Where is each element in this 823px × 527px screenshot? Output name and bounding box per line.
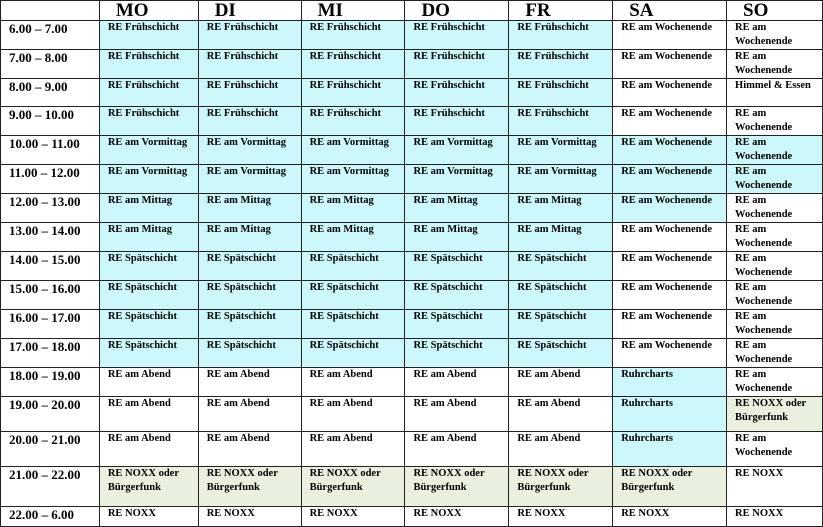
program-cell: RE Frühschicht — [405, 79, 509, 107]
program-cell: RE am Mittag — [509, 223, 613, 252]
program-cell: RE Frühschicht — [509, 79, 613, 107]
program-cell: RE Spätschicht — [99, 310, 198, 339]
schedule-row — [1, 21, 823, 50]
program-cell: RE am Vormittag — [99, 165, 198, 194]
program-cell: RE am Abend — [509, 397, 613, 432]
program-cell: RE Spätschicht — [405, 281, 509, 310]
program-cell: RE Frühschicht — [198, 21, 301, 50]
schedule-row — [1, 136, 823, 165]
program-cell: RE am Abend — [405, 432, 509, 467]
program-cell: RE am Wochenende — [613, 136, 727, 165]
program-cell: RE am Vormittag — [509, 136, 613, 165]
program-cell: RE Frühschicht — [99, 79, 198, 107]
program-cell: RE am Vormittag — [301, 165, 405, 194]
program-cell: RE Frühschicht — [405, 50, 509, 79]
program-cell: RE am Vormittag — [509, 165, 613, 194]
time-slot-label: 15.00 – 16.00 — [1, 281, 100, 310]
program-cell: RE Spätschicht — [301, 281, 405, 310]
schedule-row — [1, 79, 823, 107]
time-slot-label: 12.00 – 13.00 — [1, 194, 100, 223]
program-cell: RE am Mittag — [99, 223, 198, 252]
program-cell: RE am Wochenende — [613, 107, 727, 136]
program-cell: RE am Abend — [198, 397, 301, 432]
program-cell: RE am Mittag — [509, 194, 613, 223]
program-cell: RE Frühschicht — [509, 21, 613, 50]
program-cell: RE NOXX — [727, 507, 823, 527]
program-cell: RE Spätschicht — [198, 281, 301, 310]
time-slot-label: 20.00 – 21.00 — [1, 432, 100, 467]
program-cell: RE am Wochenende — [613, 50, 727, 79]
time-slot-label: 14.00 – 15.00 — [1, 252, 100, 281]
program-cell: RE Spätschicht — [509, 339, 613, 368]
program-cell: RE am Abend — [198, 432, 301, 467]
program-cell: RE am Mittag — [405, 194, 509, 223]
program-cell: RE am Abend — [509, 432, 613, 467]
program-cell: RE Frühschicht — [198, 79, 301, 107]
day-header: FR — [509, 1, 613, 21]
program-cell: RE am Abend — [301, 397, 405, 432]
day-header: MO — [99, 1, 198, 21]
program-cell: RE NOXX oder Bürgerfunk — [613, 467, 727, 507]
time-slot-label: 9.00 – 10.00 — [1, 107, 100, 136]
schedule-row — [1, 281, 823, 310]
program-cell: RE NOXX oder Bürgerfunk — [301, 467, 405, 507]
time-slot-label: 16.00 – 17.00 — [1, 310, 100, 339]
program-cell: RE Frühschicht — [99, 50, 198, 79]
program-cell: RE am Wochenende — [727, 107, 823, 136]
program-cell: RE am Wochenende — [613, 21, 727, 50]
day-header: SO — [727, 1, 823, 21]
program-cell: RE am Vormittag — [301, 136, 405, 165]
program-cell: RE am Mittag — [301, 223, 405, 252]
program-cell: RE Frühschicht — [509, 107, 613, 136]
schedule-row — [1, 310, 823, 339]
time-slot-label: 6.00 – 7.00 — [1, 21, 100, 50]
program-cell: RE NOXX — [405, 507, 509, 527]
program-cell: RE NOXX — [509, 507, 613, 527]
program-cell: RE Frühschicht — [301, 79, 405, 107]
program-cell: RE am Wochenende — [727, 281, 823, 310]
day-header: SA — [613, 1, 727, 21]
program-cell: RE Frühschicht — [99, 107, 198, 136]
program-cell: RE Spätschicht — [405, 339, 509, 368]
program-cell: RE am Wochenende — [727, 368, 823, 397]
program-cell: RE NOXX oder Bürgerfunk — [727, 397, 823, 432]
program-cell: RE am Vormittag — [198, 165, 301, 194]
program-cell: RE am Wochenende — [727, 165, 823, 194]
program-cell: RE Frühschicht — [99, 21, 198, 50]
program-cell: RE Spätschicht — [198, 339, 301, 368]
program-cell: RE am Abend — [99, 432, 198, 467]
time-slot-label: 18.00 – 19.00 — [1, 368, 100, 397]
program-cell: RE Spätschicht — [99, 252, 198, 281]
program-cell: RE NOXX oder Bürgerfunk — [509, 467, 613, 507]
schedule-body — [1, 21, 823, 527]
schedule-row — [1, 252, 823, 281]
program-cell: RE NOXX — [301, 507, 405, 527]
schedule-row — [1, 432, 823, 467]
program-cell: RE Frühschicht — [198, 50, 301, 79]
program-cell: Ruhrcharts — [613, 432, 727, 467]
schedule-row — [1, 467, 823, 507]
schedule-row — [1, 339, 823, 368]
program-cell: RE am Wochenende — [613, 339, 727, 368]
program-cell: RE Frühschicht — [405, 107, 509, 136]
program-cell: RE am Wochenende — [613, 252, 727, 281]
program-cell: RE Spätschicht — [405, 252, 509, 281]
program-cell: RE NOXX — [198, 507, 301, 527]
time-slot-label: 22.00 – 6.00 — [1, 507, 100, 527]
program-cell: RE am Wochenende — [727, 194, 823, 223]
program-cell: RE Frühschicht — [198, 107, 301, 136]
program-cell: RE Spätschicht — [509, 281, 613, 310]
schedule-row — [1, 507, 823, 527]
schedule-row — [1, 50, 823, 79]
schedule-row — [1, 107, 823, 136]
program-cell: Himmel & Essen — [727, 79, 823, 107]
time-slot-label: 7.00 – 8.00 — [1, 50, 100, 79]
program-cell: RE am Vormittag — [99, 136, 198, 165]
program-cell: RE NOXX oder Bürgerfunk — [405, 467, 509, 507]
program-cell: RE am Mittag — [198, 223, 301, 252]
program-cell: RE am Vormittag — [405, 165, 509, 194]
program-cell: RE Spätschicht — [99, 281, 198, 310]
program-cell: RE NOXX oder Bürgerfunk — [198, 467, 301, 507]
program-cell: RE am Wochenende — [727, 339, 823, 368]
time-slot-label: 19.00 – 20.00 — [1, 397, 100, 432]
program-cell: RE am Abend — [405, 368, 509, 397]
program-cell: RE am Wochenende — [613, 165, 727, 194]
day-header: MI — [301, 1, 405, 21]
program-cell: RE am Wochenende — [727, 432, 823, 467]
program-cell: RE Spätschicht — [509, 252, 613, 281]
program-cell: RE am Vormittag — [405, 136, 509, 165]
program-cell: RE am Wochenende — [613, 281, 727, 310]
program-cell: RE am Wochenende — [613, 79, 727, 107]
day-header: DI — [198, 1, 301, 21]
program-cell: RE am Wochenende — [613, 223, 727, 252]
day-header-row — [1, 1, 823, 21]
program-cell: RE am Mittag — [99, 194, 198, 223]
program-cell: RE am Mittag — [405, 223, 509, 252]
program-cell: RE NOXX — [99, 507, 198, 527]
time-slot-label: 21.00 – 22.00 — [1, 467, 100, 507]
program-cell: RE am Abend — [301, 368, 405, 397]
program-cell: RE Spätschicht — [198, 310, 301, 339]
program-cell: RE Frühschicht — [301, 107, 405, 136]
program-cell: RE am Wochenende — [727, 136, 823, 165]
program-cell: RE Frühschicht — [509, 50, 613, 79]
program-cell: RE Frühschicht — [301, 21, 405, 50]
program-cell: RE NOXX — [727, 467, 823, 507]
program-cell: RE am Wochenende — [727, 50, 823, 79]
program-cell: Ruhrcharts — [613, 397, 727, 432]
program-cell: RE am Wochenende — [727, 223, 823, 252]
program-cell: RE am Mittag — [301, 194, 405, 223]
program-cell: RE Spätschicht — [301, 310, 405, 339]
program-cell: RE am Vormittag — [198, 136, 301, 165]
schedule-row — [1, 397, 823, 432]
day-header: DO — [405, 1, 509, 21]
program-cell: RE am Wochenende — [727, 21, 823, 50]
program-cell: Ruhrcharts — [613, 368, 727, 397]
program-cell: RE am Abend — [301, 432, 405, 467]
program-cell: RE am Abend — [405, 397, 509, 432]
program-cell: RE Spätschicht — [405, 310, 509, 339]
schedule-row — [1, 165, 823, 194]
time-slot-label: 8.00 – 9.00 — [1, 79, 100, 107]
program-cell: RE am Wochenende — [613, 194, 727, 223]
program-cell: RE am Wochenende — [727, 310, 823, 339]
program-cell: RE am Abend — [509, 368, 613, 397]
program-cell: RE Spätschicht — [509, 310, 613, 339]
program-cell: RE am Abend — [99, 368, 198, 397]
program-cell: RE am Wochenende — [613, 310, 727, 339]
program-cell: RE Frühschicht — [405, 21, 509, 50]
program-cell: RE am Wochenende — [727, 252, 823, 281]
time-slot-label: 11.00 – 12.00 — [1, 165, 100, 194]
program-cell: RE am Abend — [99, 397, 198, 432]
time-slot-label: 10.00 – 11.00 — [1, 136, 100, 165]
program-cell: RE Spätschicht — [99, 339, 198, 368]
program-cell: RE NOXX oder Bürgerfunk — [99, 467, 198, 507]
program-cell: RE Spätschicht — [301, 339, 405, 368]
corner-cell — [1, 1, 100, 21]
schedule-row — [1, 194, 823, 223]
schedule-row — [1, 223, 823, 252]
program-cell: RE Frühschicht — [301, 50, 405, 79]
time-slot-label: 13.00 – 14.00 — [1, 223, 100, 252]
schedule-row — [1, 368, 823, 397]
program-cell: RE NOXX — [613, 507, 727, 527]
time-slot-label: 17.00 – 18.00 — [1, 339, 100, 368]
program-cell: RE am Abend — [198, 368, 301, 397]
program-cell: RE Spätschicht — [301, 252, 405, 281]
program-cell: RE am Mittag — [198, 194, 301, 223]
program-cell: RE Spätschicht — [198, 252, 301, 281]
